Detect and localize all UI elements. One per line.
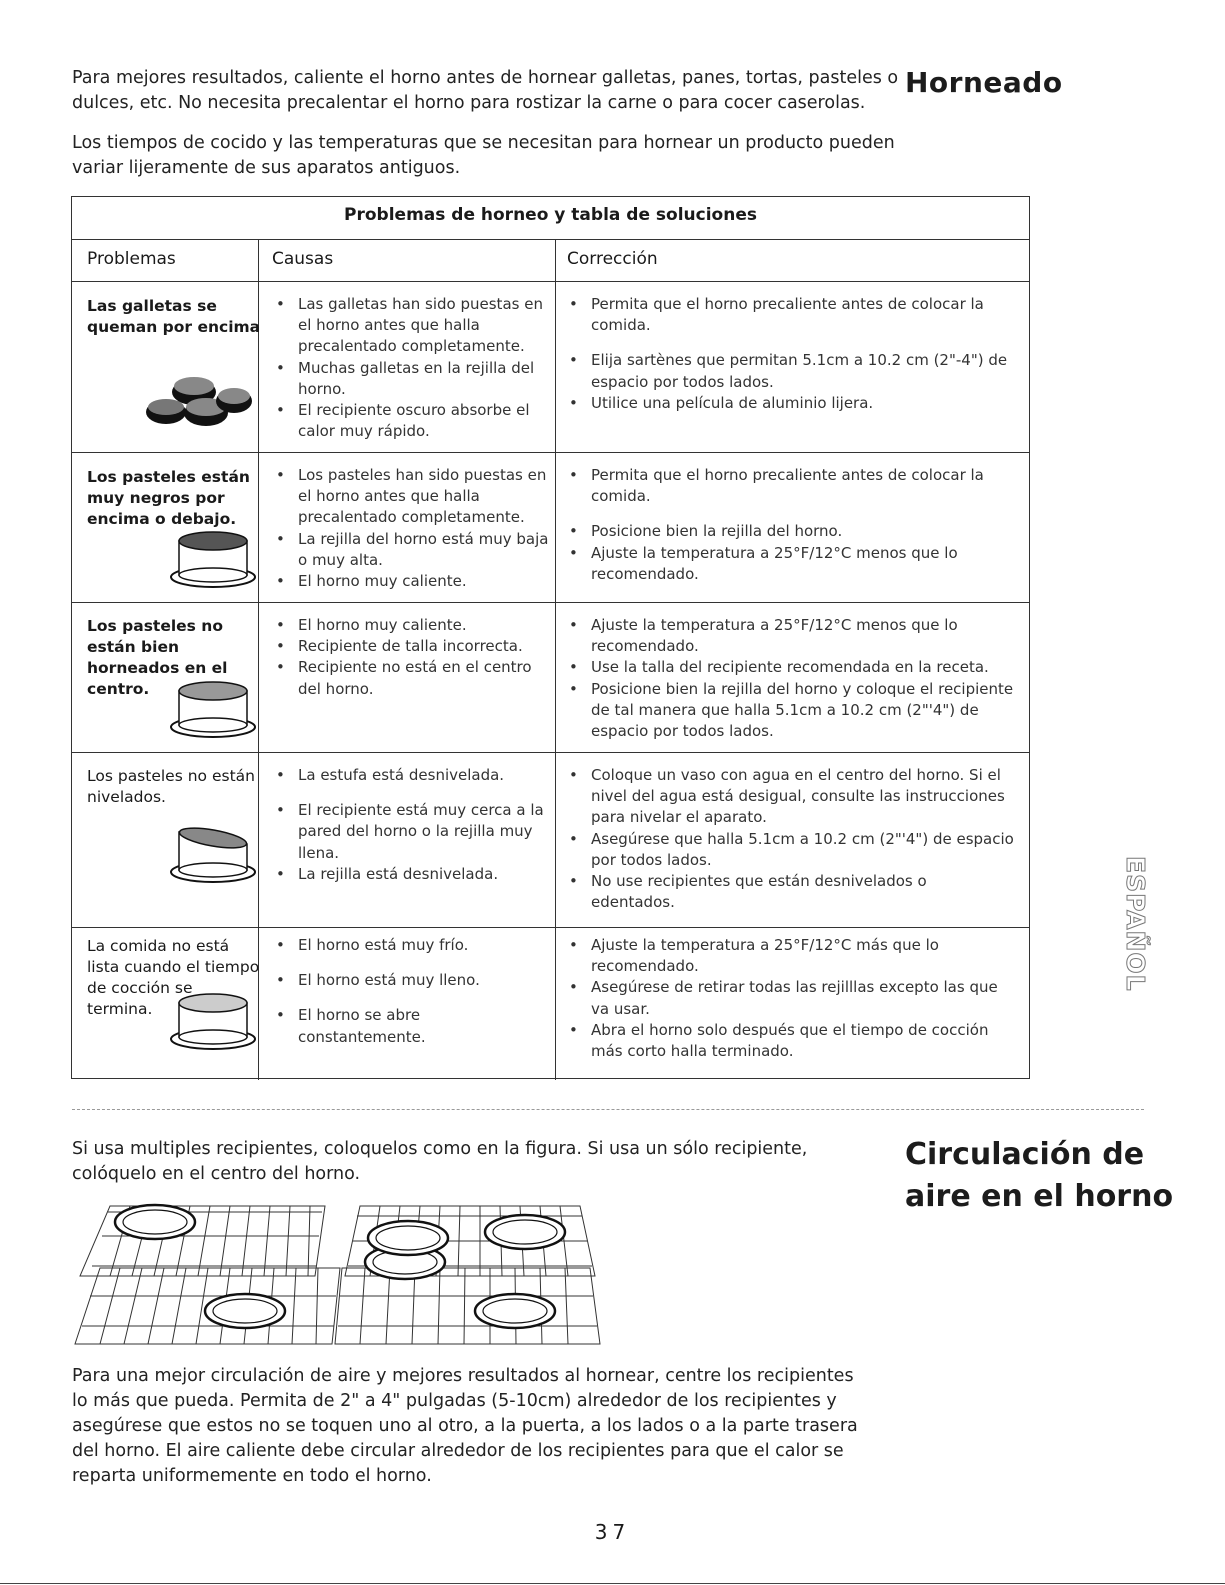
list-item: • Posicione bien la rejilla del horno y coloque el recipiente de tal manera que halla 5.1cm a 10.2 cm (2"'4") de espacio por todos lados. bbox=[565, 679, 1015, 743]
column-header-causas: Causas bbox=[272, 249, 334, 269]
table-divider bbox=[72, 452, 1029, 453]
table-divider bbox=[72, 602, 1029, 603]
list-item: • Recipiente no está en el centro del horno. bbox=[272, 657, 552, 699]
list-item: • El horno muy caliente. bbox=[272, 615, 552, 636]
problem-cell: Los pasteles no están bien horneados en el centro. bbox=[87, 617, 228, 698]
cake-illustration bbox=[167, 989, 259, 1051]
corrections-list bbox=[565, 615, 1015, 742]
causes-list bbox=[272, 935, 552, 1048]
list-item: • Ajuste la temperatura a 25°F/12°C menos que lo recomendado. bbox=[565, 615, 1015, 657]
problem-cell: La comida no está lista cuando el tiempo de cocción se termina. bbox=[87, 937, 260, 1018]
problem-cell: Las galletas se queman por encima bbox=[87, 297, 261, 336]
tilted-cake-illustration bbox=[167, 822, 259, 884]
list-item: • El recipiente oscuro absorbe el calor muy rápido. bbox=[272, 400, 552, 442]
table-divider bbox=[72, 281, 1029, 282]
column-header-problemas: Problemas bbox=[87, 249, 176, 269]
circulacion-intro: Si usa multiples recipientes, coloquelos como en la figura. Si usa un sólo recipiente, colóquelo en el centro del horno. bbox=[72, 1139, 808, 1184]
list-item: • Coloque un vaso con agua en el centro del horno. Si el nivel del agua está desigual, consulte las instrucciones para nivelar el aparato. bbox=[565, 765, 1015, 829]
list-item: • Utilice una película de aluminio lijera. bbox=[565, 393, 1015, 414]
problems-solutions-table bbox=[71, 196, 1030, 1079]
list-item: • Asegúrese que halla 5.1cm a 10.2 cm (2"'4") de espacio por todos lados. bbox=[565, 829, 1015, 871]
list-item: • Asegúrese de retirar todas las rejilllas excepto las que va usar. bbox=[565, 977, 1015, 1019]
circulacion-heading-line-1: Circulación de bbox=[905, 1137, 1145, 1172]
list-item: • La rejilla está desnivelada. bbox=[272, 864, 552, 885]
table-divider bbox=[72, 239, 1029, 240]
table-title: Problemas de horneo y tabla de soluciones bbox=[344, 205, 757, 225]
circulacion-heading bbox=[905, 1134, 1173, 1218]
causes-list bbox=[272, 615, 552, 700]
causes-list bbox=[272, 465, 552, 592]
list-item: • El horno está muy frío. bbox=[272, 935, 552, 956]
list-item: • Ajuste la temperatura a 25°F/12°C más que lo recomendado. bbox=[565, 935, 1015, 977]
problem-cell: Los pasteles están muy negros por encima o debajo. bbox=[87, 468, 250, 528]
horneado-intro bbox=[72, 66, 902, 196]
column-divider bbox=[555, 239, 556, 1080]
horneado-heading: Horneado bbox=[905, 66, 1063, 99]
causes-list bbox=[272, 765, 552, 885]
list-item: • Use la talla del recipiente recomendada en la receta. bbox=[565, 657, 1015, 678]
list-item: • La rejilla del horno está muy baja o muy alta. bbox=[272, 529, 552, 571]
list-item: • Recipiente de talla incorrecta. bbox=[272, 636, 552, 657]
cookies-illustration bbox=[144, 367, 254, 431]
cake-illustration bbox=[167, 677, 259, 739]
corrections-list bbox=[565, 465, 1015, 585]
causes-list bbox=[272, 294, 552, 442]
right-lower-rack bbox=[335, 1268, 600, 1344]
corrections-list bbox=[565, 935, 1015, 1062]
list-item: • El horno se abre constantemente. bbox=[272, 1005, 552, 1047]
list-item: • Los pasteles han sido puestas en el horno antes que halla precalentado completamente. bbox=[272, 465, 552, 529]
circulacion-heading-line-2: aire en el horno bbox=[905, 1179, 1174, 1214]
list-item: • No use recipientes que están desnivelados o edentados. bbox=[565, 871, 1015, 913]
list-item: • La estufa está desnivelada. bbox=[272, 765, 552, 786]
list-item: • El horno está muy lleno. bbox=[272, 970, 552, 991]
column-header-correccion: Corrección bbox=[567, 249, 658, 269]
horneado-intro-paragraph-2: Los tiempos de cocido y las temperaturas que se necesitan para hornear un producto pueden variar lijeramente de sus aparatos antiguos. bbox=[72, 133, 895, 178]
list-item: • Muchas galletas en la rejilla del horno. bbox=[272, 358, 552, 400]
cake-illustration bbox=[167, 527, 259, 589]
language-side-tab: ESPAÑOL bbox=[1121, 856, 1150, 992]
corrections-list bbox=[565, 294, 1015, 414]
corrections-list bbox=[565, 765, 1015, 913]
bottom-rule bbox=[0, 1583, 1225, 1584]
oven-racks-illustration bbox=[70, 1196, 605, 1356]
section-divider bbox=[72, 1109, 1144, 1110]
list-item: • Ajuste la temperatura a 25°F/12°C menos que lo recomendado. bbox=[565, 543, 1015, 585]
list-item: • Permita que el horno precaliente antes de colocar la comida. bbox=[565, 294, 1015, 336]
horneado-intro-paragraph-1: Para mejores resultados, caliente el horno antes de hornear galletas, panes, tortas, pasteles o dulces, etc. No necesita precalentar el horno para rostizar la carne o para cocer caserolas. bbox=[72, 68, 899, 113]
problem-cell: Los pasteles no están nivelados. bbox=[87, 767, 255, 806]
circulacion-body: Para una mejor circulación de aire y mejores resultados al hornear, centre los recipientes lo más que pueda. Permita de 2" a 4" pulgadas (5-10cm) alrededor de los recipientes y asegúrese que estos no se toquen uno al otro, a la puerta, a los lados o a la parte trasera del horno. El aire caliente debe circular alrededor de los recipientes para que el calor se reparta uniformemente en todo el horno. bbox=[72, 1366, 858, 1486]
table-divider bbox=[72, 927, 1029, 928]
list-item: • Elija sartènes que permitan 5.1cm a 10.2 cm (2"-4") de espacio por todos lados. bbox=[565, 350, 1015, 392]
list-item: • Posicione bien la rejilla del horno. bbox=[565, 521, 1015, 542]
list-item: • Las galletas han sido puestas en el horno antes que halla precalentado completamente. bbox=[272, 294, 552, 358]
table-divider bbox=[72, 752, 1029, 753]
list-item: • Abra el horno solo después que el tiempo de cocción más corto halla terminado. bbox=[565, 1020, 1015, 1062]
list-item: • El horno muy caliente. bbox=[272, 571, 552, 592]
list-item: • El recipiente está muy cerca a la pared del horno o la rejilla muy llena. bbox=[272, 800, 552, 864]
list-item: • Permita que el horno precaliente antes de colocar la comida. bbox=[565, 465, 1015, 507]
page-number: 37 bbox=[594, 1520, 631, 1544]
